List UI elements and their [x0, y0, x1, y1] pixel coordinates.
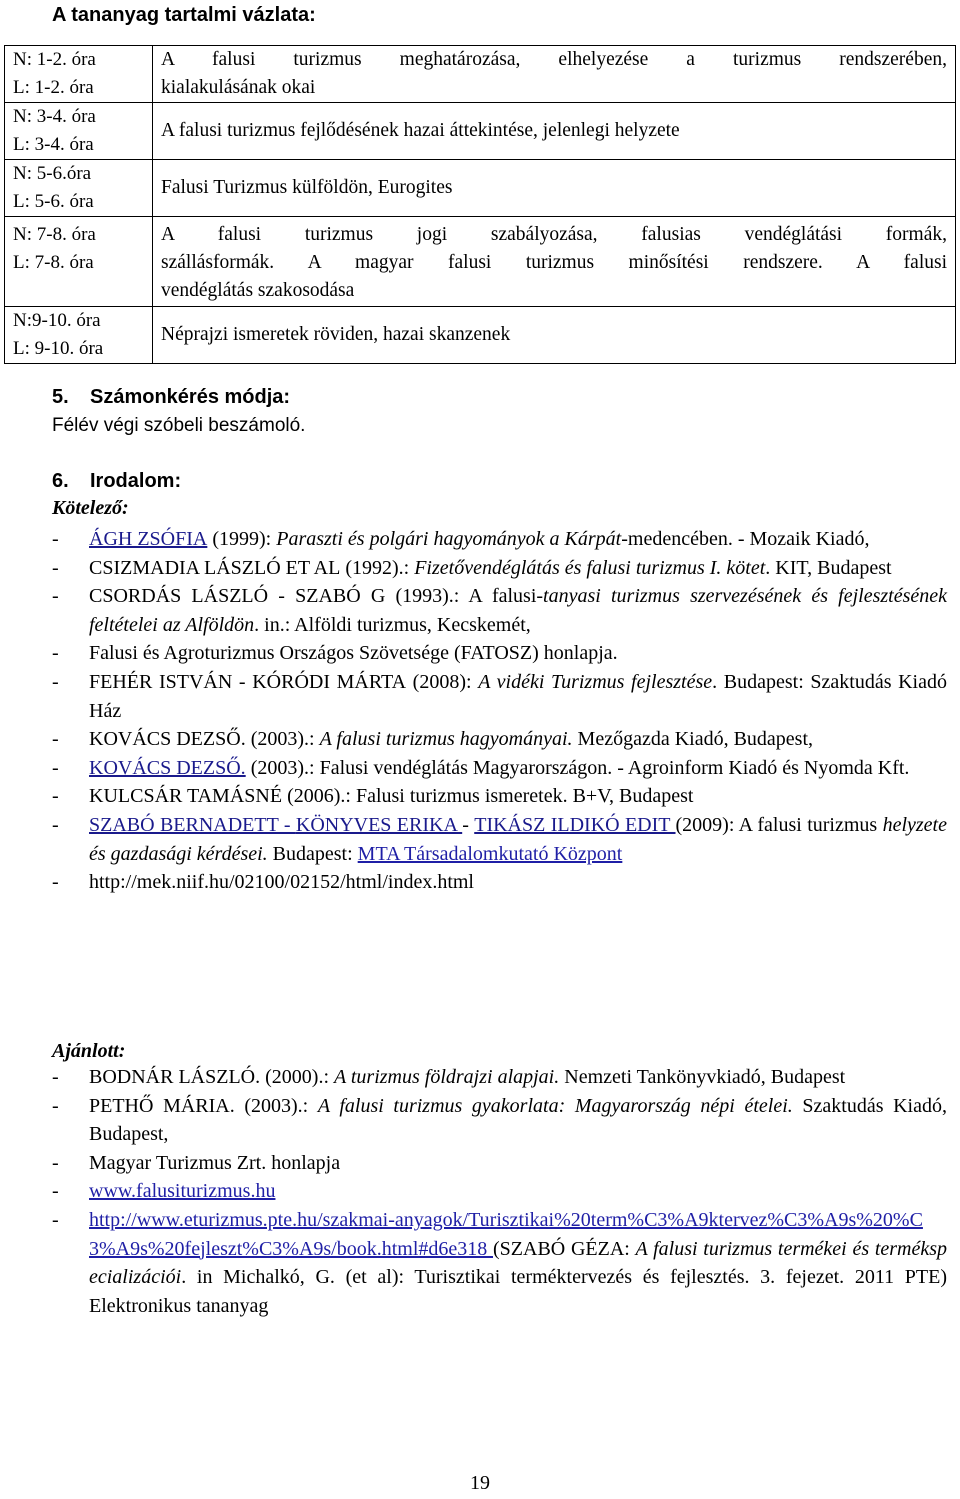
topic-line: A falusi turizmus meghatározása, elhelyezése a turizmus rendszerében,: [161, 49, 947, 70]
list-item: - CSIZMADIA LÁSZLÓ ET AL (1992).: Fizetővendéglátás és falusi turizmus I. kötet. KIT, Budapest: [52, 556, 892, 579]
list-item: - ÁGH ZSÓFIA (1999): Paraszti és polgári hagyományok a Kárpát-medencében. - Mozaik Kiadó,: [52, 528, 870, 550]
topic-line: Falusi Turizmus külföldön, Eurogites: [161, 177, 453, 198]
eturizmus-link[interactable]: http://www.eturizmus.pte.hu/szakmai-anyagok/Turisztikai%20term%C3%A9ktervez%C3%A9s%20%C3%A9s%20fejleszt%C3%A9s/book.html#d6e318: [89, 1208, 923, 1260]
hours-label: L: 7-8. óra: [13, 252, 94, 273]
list-item: - http://mek.niif.hu/02100/02152/html/index.html: [52, 871, 474, 894]
hours-label: L: 5-6. óra: [13, 191, 94, 212]
hours-label: L: 3-4. óra: [13, 134, 94, 155]
hours-label: N: 1-2. óra: [13, 49, 96, 70]
recommended-literature-list: [52, 1063, 947, 1320]
topic-cell: [153, 160, 956, 217]
list-item: - Falusi és Agroturizmus Országos Szövetsége (FATOSZ) honlapja.: [52, 642, 618, 665]
hours-label: N:9-10. óra: [13, 310, 101, 331]
hours-cell: [5, 160, 153, 217]
list-item: - KOVÁCS DEZSŐ. (2003).: Falusi vendéglátás Magyarországon. - Agroinform Kiadó és Nyomda Kft.: [52, 756, 910, 779]
list-item: - Magyar Turizmus Zrt. honlapja: [52, 1151, 341, 1174]
section-6-heading: [52, 470, 181, 493]
topic-line: Néprajzi ismeretek röviden, hazai skanzenek: [161, 324, 511, 345]
topic-cell: [153, 217, 956, 307]
author-link[interactable]: TIKÁSZ ILDIKÓ EDIT: [474, 813, 676, 836]
table-row: [5, 217, 956, 307]
hours-cell: [5, 217, 153, 307]
section-title: Számonkérés módja:: [90, 386, 291, 408]
section-5-heading: [52, 386, 290, 409]
hours-label: N: 5-6.óra: [13, 163, 92, 184]
topic-line: A falusi turizmus jogi szabályozása, falusias vendéglátási formák,: [161, 224, 947, 245]
hours-label: L: 1-2. óra: [13, 77, 94, 98]
table-row: [5, 160, 956, 217]
section-number: 5.: [52, 386, 69, 408]
page-heading: A tananyag tartalmi vázlata:: [52, 4, 316, 26]
table-row: [5, 307, 956, 364]
topic-line: vendéglátás szakosodása: [161, 280, 355, 301]
list-item: - BODNÁR LÁSZLÓ. (2000).: A turizmus földrajzi alapjai. Nemzeti Tankönyvkiadó, Budapest: [52, 1066, 846, 1088]
hours-label: N: 7-8. óra: [13, 224, 96, 245]
topic-cell: [153, 307, 956, 364]
page-number: 19: [470, 1472, 490, 1494]
list-item: - SZABÓ BERNADETT - KÖNYVES ERIKA - TIKÁSZ ILDIKÓ EDIT (2009): A falusi turizmus helyzete és gazdasági kérdései. Budapest: MTA Társadalomkutató Központ: [52, 813, 947, 865]
hours-label: N: 3-4. óra: [13, 106, 96, 127]
author-link[interactable]: KOVÁCS DEZSŐ.: [89, 756, 246, 779]
required-literature-list: [52, 525, 947, 897]
author-link[interactable]: SZABÓ BERNADETT -: [89, 813, 296, 836]
recommended-label: Ajánlott:: [52, 1040, 126, 1062]
topic-cell: [153, 46, 956, 103]
list-item: - KULCSÁR TAMÁSNÉ (2006).: Falusi turizmus ismeretek. B+V, Budapest: [52, 785, 694, 808]
table-row: [5, 46, 956, 103]
hours-label: L: 9-10. óra: [13, 338, 104, 359]
list-item: - http://www.eturizmus.pte.hu/szakmai-anyagok/Turisztikai%20term%C3%A9ktervez%C3%A9s%20%C3%A9s%20fejleszt%C3%A9s/book.html#d6e318 (SZABÓ GÉZA: A falusi turizmus termékei és termékspecializációi. in Michalkó, G. (et al): Turisztikai terméktervezés és fejlesztés. 3. fejezet. 2011 PTE) Elektronikus tananyag: [52, 1208, 948, 1317]
topic-cell: [153, 103, 956, 160]
list-item: - KOVÁCS DEZSŐ. (2003).: A falusi turizmus hagyományai. Mezőgazda Kiadó, Budapest,: [52, 728, 814, 751]
assessment-text: Félév végi szóbeli beszámoló.: [52, 415, 306, 436]
course-outline-table: [4, 45, 956, 364]
url-text: http://mek.niif.hu/02100/02152/html/index.html: [89, 871, 474, 894]
table-row: [5, 103, 956, 160]
required-label: Kötelező:: [52, 497, 129, 519]
topic-line: szállásformák. A magyar falusi turizmus minősítési rendszere. A falusi: [161, 252, 947, 273]
list-item: - www.falusiturizmus.hu: [52, 1180, 276, 1203]
hours-cell: [5, 46, 153, 103]
hours-cell: [5, 103, 153, 160]
hours-cell: [5, 307, 153, 364]
topic-line: kialakulásának okai: [161, 77, 316, 98]
topic-line: A falusi turizmus fejlődésének hazai áttekintése, jelenlegi helyzete: [161, 120, 680, 141]
list-item: - CSORDÁS LÁSZLÓ - SZABÓ G (1993).: A falusi-tanyasi turizmus szervezésének és fejlesztésének feltételei az Alföldön. in.: Alföldi turizmus, Kecskemét,: [52, 585, 947, 636]
list-item: - FEHÉR ISTVÁN - KÓRÓDI MÁRTA (2008): A vidéki Turizmus fejlesztése. Budapest: Szaktudás Kiadó Ház: [52, 670, 947, 722]
institute-link[interactable]: MTA Társadalomkutató Központ: [357, 842, 623, 865]
website-link[interactable]: www.falusiturizmus.hu: [89, 1180, 276, 1203]
author-link[interactable]: ÁGH ZSÓFIA: [89, 528, 208, 550]
section-title: Irodalom:: [90, 470, 182, 492]
author-link[interactable]: KÖNYVES ERIKA: [295, 813, 463, 836]
section-number: 6.: [52, 470, 69, 492]
list-item: - PETHŐ MÁRIA. (2003).: A falusi turizmus gyakorlata: Magyarország népi ételei. Szaktudás Kiadó, Budapest,: [52, 1094, 947, 1146]
